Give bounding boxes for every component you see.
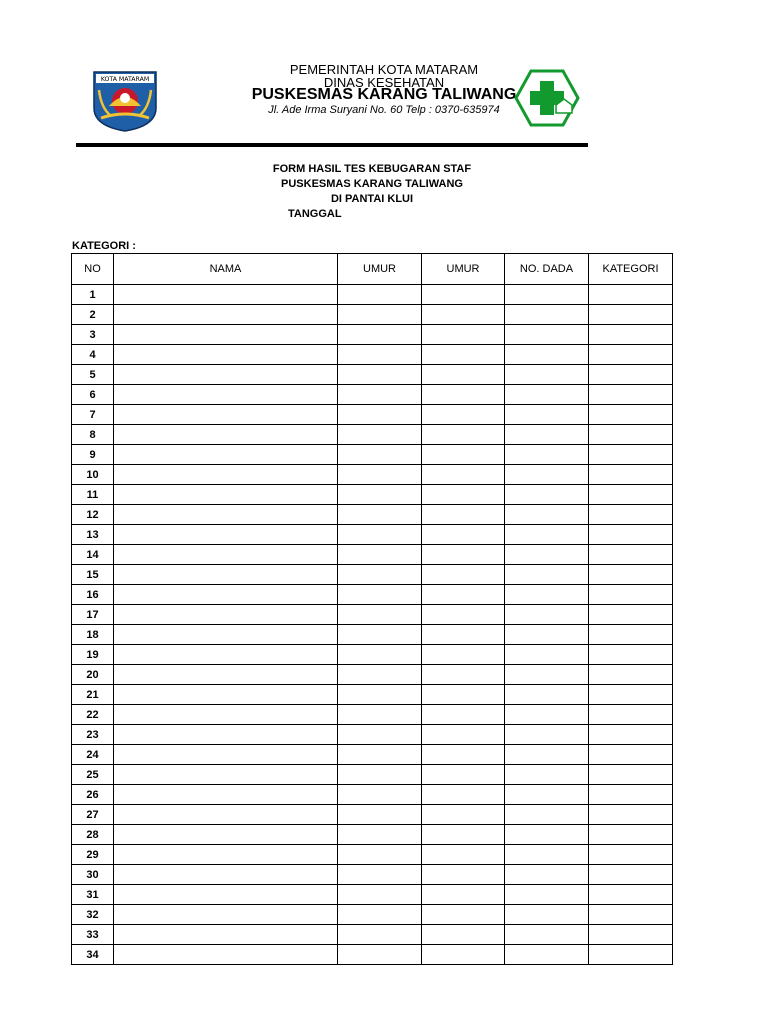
row-number: 33 bbox=[72, 925, 114, 945]
table-cell[interactable] bbox=[114, 665, 338, 685]
table-cell[interactable] bbox=[505, 585, 589, 605]
table-cell[interactable] bbox=[589, 505, 673, 525]
table-cell[interactable] bbox=[505, 685, 589, 705]
table-row bbox=[72, 565, 673, 585]
table-cell[interactable] bbox=[589, 305, 673, 325]
table-cell[interactable] bbox=[422, 545, 505, 565]
column-header: NO. DADA bbox=[505, 254, 589, 285]
table-cell[interactable] bbox=[505, 625, 589, 645]
row-number: 9 bbox=[72, 445, 114, 465]
table-row bbox=[72, 845, 673, 865]
table-cell[interactable] bbox=[505, 425, 589, 445]
table-row bbox=[72, 645, 673, 665]
row-number: 8 bbox=[72, 425, 114, 445]
table-row bbox=[72, 705, 673, 725]
table-cell[interactable] bbox=[338, 885, 422, 905]
table-cell[interactable] bbox=[338, 745, 422, 765]
table-cell[interactable] bbox=[589, 565, 673, 585]
table-cell[interactable] bbox=[505, 445, 589, 465]
table-row bbox=[72, 785, 673, 805]
table-cell[interactable] bbox=[505, 825, 589, 845]
table-cell[interactable] bbox=[338, 465, 422, 485]
table-cell[interactable] bbox=[505, 745, 589, 765]
header-address: Jl. Ade Irma Suryani No. 60 Telp : 0370-635974 bbox=[268, 104, 500, 116]
table-cell[interactable] bbox=[589, 625, 673, 645]
row-number: 26 bbox=[72, 785, 114, 805]
table-cell[interactable] bbox=[589, 785, 673, 805]
row-number: 32 bbox=[72, 905, 114, 925]
table-cell[interactable] bbox=[505, 365, 589, 385]
table-cell[interactable] bbox=[338, 845, 422, 865]
table-cell[interactable] bbox=[422, 385, 505, 405]
table-cell[interactable] bbox=[422, 465, 505, 485]
table-cell[interactable] bbox=[422, 605, 505, 625]
table-row bbox=[72, 665, 673, 685]
table-cell[interactable] bbox=[422, 685, 505, 705]
table-cell[interactable] bbox=[589, 385, 673, 405]
table-cell[interactable] bbox=[589, 345, 673, 365]
table-row bbox=[72, 625, 673, 645]
table-cell[interactable] bbox=[505, 345, 589, 365]
table-cell[interactable] bbox=[338, 645, 422, 665]
table-cell[interactable] bbox=[589, 525, 673, 545]
table-cell[interactable] bbox=[338, 765, 422, 785]
table-cell[interactable] bbox=[505, 545, 589, 565]
table-cell[interactable] bbox=[114, 585, 338, 605]
row-number: 17 bbox=[72, 605, 114, 625]
table-cell[interactable] bbox=[338, 365, 422, 385]
table-cell[interactable] bbox=[589, 365, 673, 385]
table-cell[interactable] bbox=[589, 745, 673, 765]
table-cell[interactable] bbox=[589, 765, 673, 785]
table-cell[interactable] bbox=[422, 805, 505, 825]
table-cell[interactable] bbox=[505, 905, 589, 925]
table-row bbox=[72, 945, 673, 965]
table-cell[interactable] bbox=[338, 825, 422, 845]
table-cell[interactable] bbox=[114, 605, 338, 625]
table-cell[interactable] bbox=[114, 285, 338, 305]
table-row bbox=[72, 865, 673, 885]
table-cell[interactable] bbox=[114, 825, 338, 845]
form-subtitle: PUSKESMAS KARANG TALIWANG bbox=[281, 178, 463, 190]
table-cell[interactable] bbox=[338, 385, 422, 405]
table-row bbox=[72, 685, 673, 705]
column-header: NAMA bbox=[114, 254, 338, 285]
table-cell[interactable] bbox=[114, 745, 338, 765]
table-cell[interactable] bbox=[422, 565, 505, 585]
table-cell[interactable] bbox=[589, 445, 673, 465]
table-cell[interactable] bbox=[338, 865, 422, 885]
table-cell[interactable] bbox=[589, 485, 673, 505]
table-cell[interactable] bbox=[114, 485, 338, 505]
table-cell[interactable] bbox=[114, 625, 338, 645]
table-cell[interactable] bbox=[114, 405, 338, 425]
table-cell[interactable] bbox=[422, 365, 505, 385]
table-cell[interactable] bbox=[589, 585, 673, 605]
table-cell[interactable] bbox=[114, 325, 338, 345]
column-header: UMUR bbox=[422, 254, 505, 285]
row-number: 15 bbox=[72, 565, 114, 585]
header-divider bbox=[76, 143, 588, 147]
table-cell[interactable] bbox=[505, 665, 589, 685]
table-cell[interactable] bbox=[338, 425, 422, 445]
table-cell[interactable] bbox=[114, 905, 338, 925]
table-cell[interactable] bbox=[505, 565, 589, 585]
table-cell[interactable] bbox=[114, 705, 338, 725]
table-cell[interactable] bbox=[589, 605, 673, 625]
table-row bbox=[72, 325, 673, 345]
table-cell[interactable] bbox=[338, 665, 422, 685]
table-row bbox=[72, 505, 673, 525]
kategori-label: KATEGORI : bbox=[72, 240, 136, 252]
header-line-1: PEMERINTAH KOTA MATARAM bbox=[289, 62, 479, 77]
results-table bbox=[71, 253, 672, 961]
table-cell[interactable] bbox=[114, 345, 338, 365]
form-title: FORM HASIL TES KEBUGARAN STAF bbox=[272, 163, 472, 175]
table-cell[interactable] bbox=[114, 525, 338, 545]
table-cell[interactable] bbox=[422, 825, 505, 845]
table-cell[interactable] bbox=[114, 545, 338, 565]
tanggal-label: TANGGAL bbox=[288, 208, 342, 220]
row-number: 13 bbox=[72, 525, 114, 545]
table-cell[interactable] bbox=[589, 465, 673, 485]
table-cell[interactable] bbox=[338, 505, 422, 525]
table-cell[interactable] bbox=[338, 605, 422, 625]
table-cell[interactable] bbox=[505, 725, 589, 745]
table-row bbox=[72, 465, 673, 485]
table-row bbox=[72, 925, 673, 945]
row-number: 28 bbox=[72, 825, 114, 845]
column-header: NO bbox=[72, 254, 114, 285]
table-cell[interactable] bbox=[589, 425, 673, 445]
table-row bbox=[72, 285, 673, 305]
table-header-row bbox=[72, 254, 673, 285]
table-row bbox=[72, 425, 673, 445]
table-cell[interactable] bbox=[589, 685, 673, 705]
table-cell[interactable] bbox=[422, 405, 505, 425]
table-row bbox=[72, 885, 673, 905]
table-cell[interactable] bbox=[505, 925, 589, 945]
table-cell[interactable] bbox=[338, 325, 422, 345]
table-cell[interactable] bbox=[422, 945, 505, 965]
emblem-text: KOTA MATARAM bbox=[100, 76, 150, 83]
table-cell[interactable] bbox=[338, 565, 422, 585]
table-cell[interactable] bbox=[422, 765, 505, 785]
table-cell[interactable] bbox=[338, 545, 422, 565]
row-number: 34 bbox=[72, 945, 114, 965]
table-cell[interactable] bbox=[422, 665, 505, 685]
table-row bbox=[72, 405, 673, 425]
table-cell[interactable] bbox=[422, 885, 505, 905]
table-row bbox=[72, 485, 673, 505]
column-header: KATEGORI bbox=[589, 254, 673, 285]
table-cell[interactable] bbox=[114, 565, 338, 585]
row-number: 27 bbox=[72, 805, 114, 825]
row-number: 22 bbox=[72, 705, 114, 725]
table-cell[interactable] bbox=[422, 925, 505, 945]
table-cell[interactable] bbox=[505, 845, 589, 865]
table-cell[interactable] bbox=[422, 625, 505, 645]
table-cell[interactable] bbox=[114, 365, 338, 385]
row-number: 21 bbox=[72, 685, 114, 705]
table-cell[interactable] bbox=[589, 405, 673, 425]
table-cell[interactable] bbox=[422, 525, 505, 545]
table-cell[interactable] bbox=[338, 945, 422, 965]
table-cell[interactable] bbox=[422, 705, 505, 725]
row-number: 23 bbox=[72, 725, 114, 745]
table-row bbox=[72, 345, 673, 365]
table-cell[interactable] bbox=[422, 445, 505, 465]
table-row bbox=[72, 585, 673, 605]
table-cell[interactable] bbox=[589, 865, 673, 885]
table-row bbox=[72, 545, 673, 565]
table-cell[interactable] bbox=[505, 525, 589, 545]
table-cell[interactable] bbox=[505, 765, 589, 785]
table-cell[interactable] bbox=[505, 505, 589, 525]
row-number: 24 bbox=[72, 745, 114, 765]
table-row bbox=[72, 365, 673, 385]
table-cell[interactable] bbox=[589, 905, 673, 925]
puskesmas-logo bbox=[514, 69, 580, 127]
table-cell[interactable] bbox=[422, 785, 505, 805]
table-cell[interactable] bbox=[422, 845, 505, 865]
table-cell[interactable] bbox=[589, 325, 673, 345]
table-cell[interactable] bbox=[589, 825, 673, 845]
row-number: 1 bbox=[72, 285, 114, 305]
table-cell[interactable] bbox=[338, 445, 422, 465]
table-cell[interactable] bbox=[114, 945, 338, 965]
table-cell[interactable] bbox=[589, 645, 673, 665]
table-cell[interactable] bbox=[114, 385, 338, 405]
table-cell[interactable] bbox=[338, 625, 422, 645]
row-number: 7 bbox=[72, 405, 114, 425]
table-cell[interactable] bbox=[338, 485, 422, 505]
row-number: 16 bbox=[72, 585, 114, 605]
table-row bbox=[72, 745, 673, 765]
row-number: 10 bbox=[72, 465, 114, 485]
table-cell[interactable] bbox=[589, 725, 673, 745]
table-cell[interactable] bbox=[589, 285, 673, 305]
row-number: 14 bbox=[72, 545, 114, 565]
table-cell[interactable] bbox=[338, 405, 422, 425]
table-cell[interactable] bbox=[422, 905, 505, 925]
table-cell[interactable] bbox=[114, 885, 338, 905]
table-cell[interactable] bbox=[505, 785, 589, 805]
table-cell[interactable] bbox=[338, 725, 422, 745]
table-cell[interactable] bbox=[338, 305, 422, 325]
form-location: DI PANTAI KLUI bbox=[330, 193, 414, 205]
table-cell[interactable] bbox=[505, 385, 589, 405]
table-row bbox=[72, 825, 673, 845]
table-row bbox=[72, 725, 673, 745]
table-cell[interactable] bbox=[114, 785, 338, 805]
table-cell[interactable] bbox=[114, 725, 338, 745]
table-cell[interactable] bbox=[114, 445, 338, 465]
row-number: 2 bbox=[72, 305, 114, 325]
table-cell[interactable] bbox=[589, 545, 673, 565]
table-row bbox=[72, 605, 673, 625]
row-number: 5 bbox=[72, 365, 114, 385]
table-cell[interactable] bbox=[114, 465, 338, 485]
table-cell[interactable] bbox=[338, 285, 422, 305]
table-cell[interactable] bbox=[505, 285, 589, 305]
table-cell[interactable] bbox=[114, 305, 338, 325]
table-cell[interactable] bbox=[422, 345, 505, 365]
table-cell[interactable] bbox=[114, 765, 338, 785]
header-line-2: DINAS KESEHATAN bbox=[323, 75, 445, 90]
table-cell[interactable] bbox=[505, 305, 589, 325]
table-cell[interactable] bbox=[589, 805, 673, 825]
table-cell[interactable] bbox=[114, 425, 338, 445]
table-cell[interactable] bbox=[589, 945, 673, 965]
row-number: 12 bbox=[72, 505, 114, 525]
table-cell[interactable] bbox=[422, 725, 505, 745]
table-row bbox=[72, 305, 673, 325]
row-number: 6 bbox=[72, 385, 114, 405]
row-number: 20 bbox=[72, 665, 114, 685]
row-number: 3 bbox=[72, 325, 114, 345]
table-cell[interactable] bbox=[338, 905, 422, 925]
table-cell[interactable] bbox=[505, 885, 589, 905]
table-cell[interactable] bbox=[338, 585, 422, 605]
column-header: UMUR bbox=[338, 254, 422, 285]
table-cell[interactable] bbox=[114, 805, 338, 825]
table-cell[interactable] bbox=[505, 645, 589, 665]
table-cell[interactable] bbox=[338, 525, 422, 545]
row-number: 31 bbox=[72, 885, 114, 905]
table-cell[interactable] bbox=[422, 585, 505, 605]
row-number: 25 bbox=[72, 765, 114, 785]
header-line-3: PUSKESMAS KARANG TALIWANG bbox=[251, 86, 517, 103]
row-number: 18 bbox=[72, 625, 114, 645]
table-cell[interactable] bbox=[505, 405, 589, 425]
row-number: 30 bbox=[72, 865, 114, 885]
table-row bbox=[72, 905, 673, 925]
table-cell[interactable] bbox=[338, 785, 422, 805]
row-number: 29 bbox=[72, 845, 114, 865]
table-cell[interactable] bbox=[338, 925, 422, 945]
table-row bbox=[72, 385, 673, 405]
table-cell[interactable] bbox=[422, 305, 505, 325]
table-row bbox=[72, 765, 673, 785]
table-cell[interactable] bbox=[589, 885, 673, 905]
table-cell[interactable] bbox=[422, 865, 505, 885]
table-cell[interactable] bbox=[505, 465, 589, 485]
table-cell[interactable] bbox=[505, 945, 589, 965]
table-cell[interactable] bbox=[505, 865, 589, 885]
table-cell[interactable] bbox=[422, 505, 505, 525]
health-cross-icon bbox=[514, 69, 580, 127]
table-cell[interactable] bbox=[422, 485, 505, 505]
table-cell[interactable] bbox=[114, 865, 338, 885]
table-cell[interactable] bbox=[505, 705, 589, 725]
row-number: 19 bbox=[72, 645, 114, 665]
table-cell[interactable] bbox=[422, 645, 505, 665]
table-cell[interactable] bbox=[422, 425, 505, 445]
row-number: 11 bbox=[72, 485, 114, 505]
table-cell[interactable] bbox=[505, 605, 589, 625]
table-cell[interactable] bbox=[505, 325, 589, 345]
table-cell[interactable] bbox=[422, 285, 505, 305]
row-number: 4 bbox=[72, 345, 114, 365]
table-cell[interactable] bbox=[114, 645, 338, 665]
table-row bbox=[72, 525, 673, 545]
table-cell[interactable] bbox=[338, 685, 422, 705]
table-cell[interactable] bbox=[114, 685, 338, 705]
table-cell[interactable] bbox=[505, 805, 589, 825]
table-cell[interactable] bbox=[422, 325, 505, 345]
table-cell[interactable] bbox=[114, 925, 338, 945]
table-cell[interactable] bbox=[589, 925, 673, 945]
table-cell[interactable] bbox=[114, 505, 338, 525]
table-row bbox=[72, 445, 673, 465]
table-cell[interactable] bbox=[505, 485, 589, 505]
table-cell[interactable] bbox=[338, 705, 422, 725]
table-cell[interactable] bbox=[589, 845, 673, 865]
table-cell[interactable] bbox=[338, 805, 422, 825]
table-cell[interactable] bbox=[338, 345, 422, 365]
table-cell[interactable] bbox=[589, 705, 673, 725]
table-cell[interactable] bbox=[422, 745, 505, 765]
table-row bbox=[72, 805, 673, 825]
table-cell[interactable] bbox=[589, 665, 673, 685]
table-cell[interactable] bbox=[114, 845, 338, 865]
